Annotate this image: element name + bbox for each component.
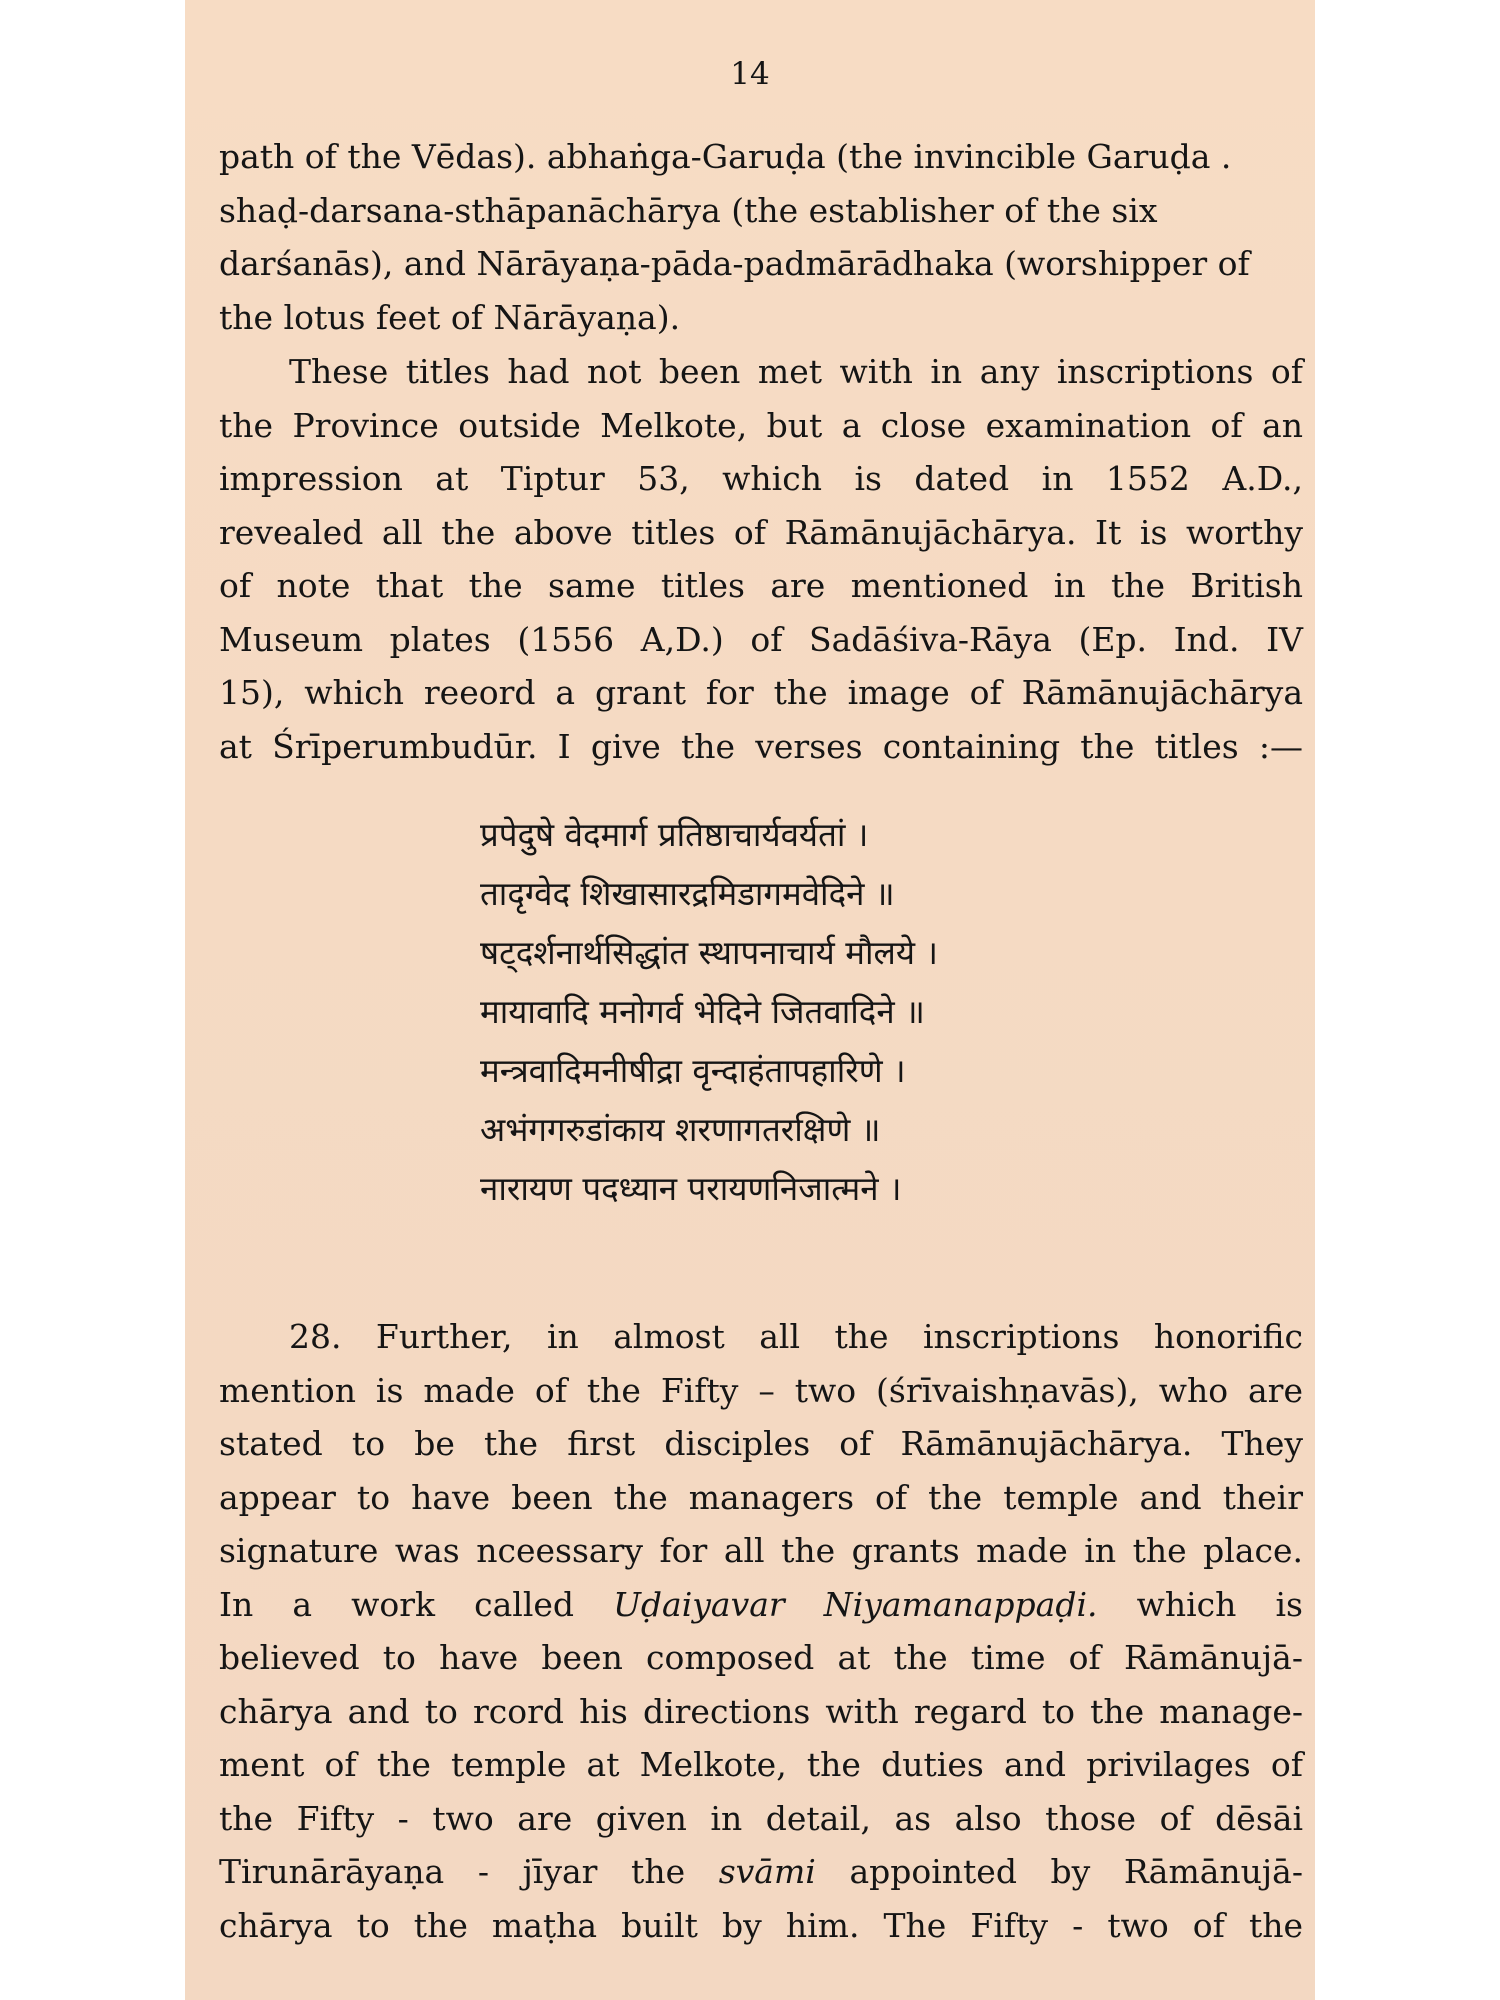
work-title: Uḍaiyavar Niyamanappaḍi. (613, 1584, 1098, 1624)
text-line: 15), which reeord a grant for the image of Rāmānujāchārya (219, 673, 1303, 712)
text-line: darśanās), and Nārāyaṇa-pāda-padmārādhaka (worshipper of (219, 244, 1250, 283)
text-line: impression at Tiptur 53, which is dated in 1552 A.D., (219, 459, 1303, 498)
text-fragment: Tirunārāyaṇa - jīyar the (219, 1852, 686, 1891)
text-line: appear to have been the managers of the temple and their (219, 1477, 1303, 1517)
verse-line: मन्त्रवादिमनीषीद्रा वृन्दाहंतापहारिणे । (480, 1051, 906, 1090)
text-line: chārya and to rcord his directions with regard to the manage- (219, 1691, 1303, 1731)
text-line: path of the Vēdas). abhaṅga-Garuḍa (the invincible Garuḍa . (219, 137, 1232, 176)
text-fragment: In a work called (219, 1584, 575, 1624)
text-line: These titles had not been met with in any inscriptions of (289, 352, 1303, 391)
text-fragment: which is (1136, 1584, 1303, 1624)
text-line: the Province outside Melkote, but a close examination of an (219, 405, 1303, 445)
italic-term: svāmi (718, 1852, 816, 1891)
sanskrit-verses (480, 805, 1240, 1218)
verse-line: नारायण पदध्यान परायणनिजात्मने । (480, 1169, 902, 1208)
text-line: signature was nceessary for all the grants made in the place. (219, 1531, 1303, 1570)
verse-line: मायावादि मनोगर्व भेदिने जितवादिने ॥ (480, 992, 925, 1031)
paragraph-fifty-two (219, 1310, 1303, 1952)
text-line: chārya to the maṭha built by him. The Fifty - two of the (219, 1905, 1303, 1945)
verse-line: षट्दर्शनार्थसिद्धांत स्थापनाचार्य मौलये । (480, 933, 939, 972)
text-line: Museum plates (1556 A,D.) of Sadāśiva-Rāya (Ep. Ind. IV (219, 619, 1303, 659)
book-page (185, 0, 1315, 2000)
paragraph-inscriptions (219, 345, 1303, 773)
verse-line: प्रपेदुषे वेदमार्ग प्रतिष्ठाचार्यवर्यतां । (480, 815, 869, 854)
text-line: 28. Further, in almost all the inscriptions honorific (289, 1317, 1303, 1356)
page-number: 14 (730, 56, 770, 92)
verse-line: तादृग्वेद शिखासारद्रमिडागमवेदिने ॥ (480, 874, 895, 913)
text-line-svami (219, 1845, 1303, 1899)
text-line-work-title (219, 1578, 1303, 1632)
text-line: the lotus feet of Nārāyaṇa). (219, 297, 681, 337)
text-line: the Fifty - two are given in detail, as also those of dēsāi (219, 1798, 1303, 1838)
text-line: shaḍ-darsana-sthāpanāchārya (the establisher of the six (219, 190, 1158, 230)
text-line: stated to be the first disciples of Rāmānujāchārya. They (219, 1424, 1303, 1463)
text-line: mention is made of the Fifty – two (śrīvaishṇavās), who are (219, 1370, 1303, 1410)
text-line: believed to have been composed at the time of Rāmānujā- (219, 1638, 1303, 1677)
text-line: ment of the temple at Melkote, the duties and privilages of (219, 1745, 1303, 1784)
text-line: revealed all the above titles of Rāmānujāchārya. It is worthy (219, 512, 1303, 552)
text-line: of note that the same titles are mentioned in the British (219, 566, 1303, 605)
verse-line: अभंगगरुडांकाय शरणागतरक्षिणे ॥ (480, 1110, 881, 1149)
text-fragment: appointed by Rāmānujā- (849, 1852, 1303, 1891)
paragraph-titles (219, 130, 1303, 344)
text-line: at Śrīperumbudūr. I give the verses containing the titles :— (219, 726, 1303, 766)
